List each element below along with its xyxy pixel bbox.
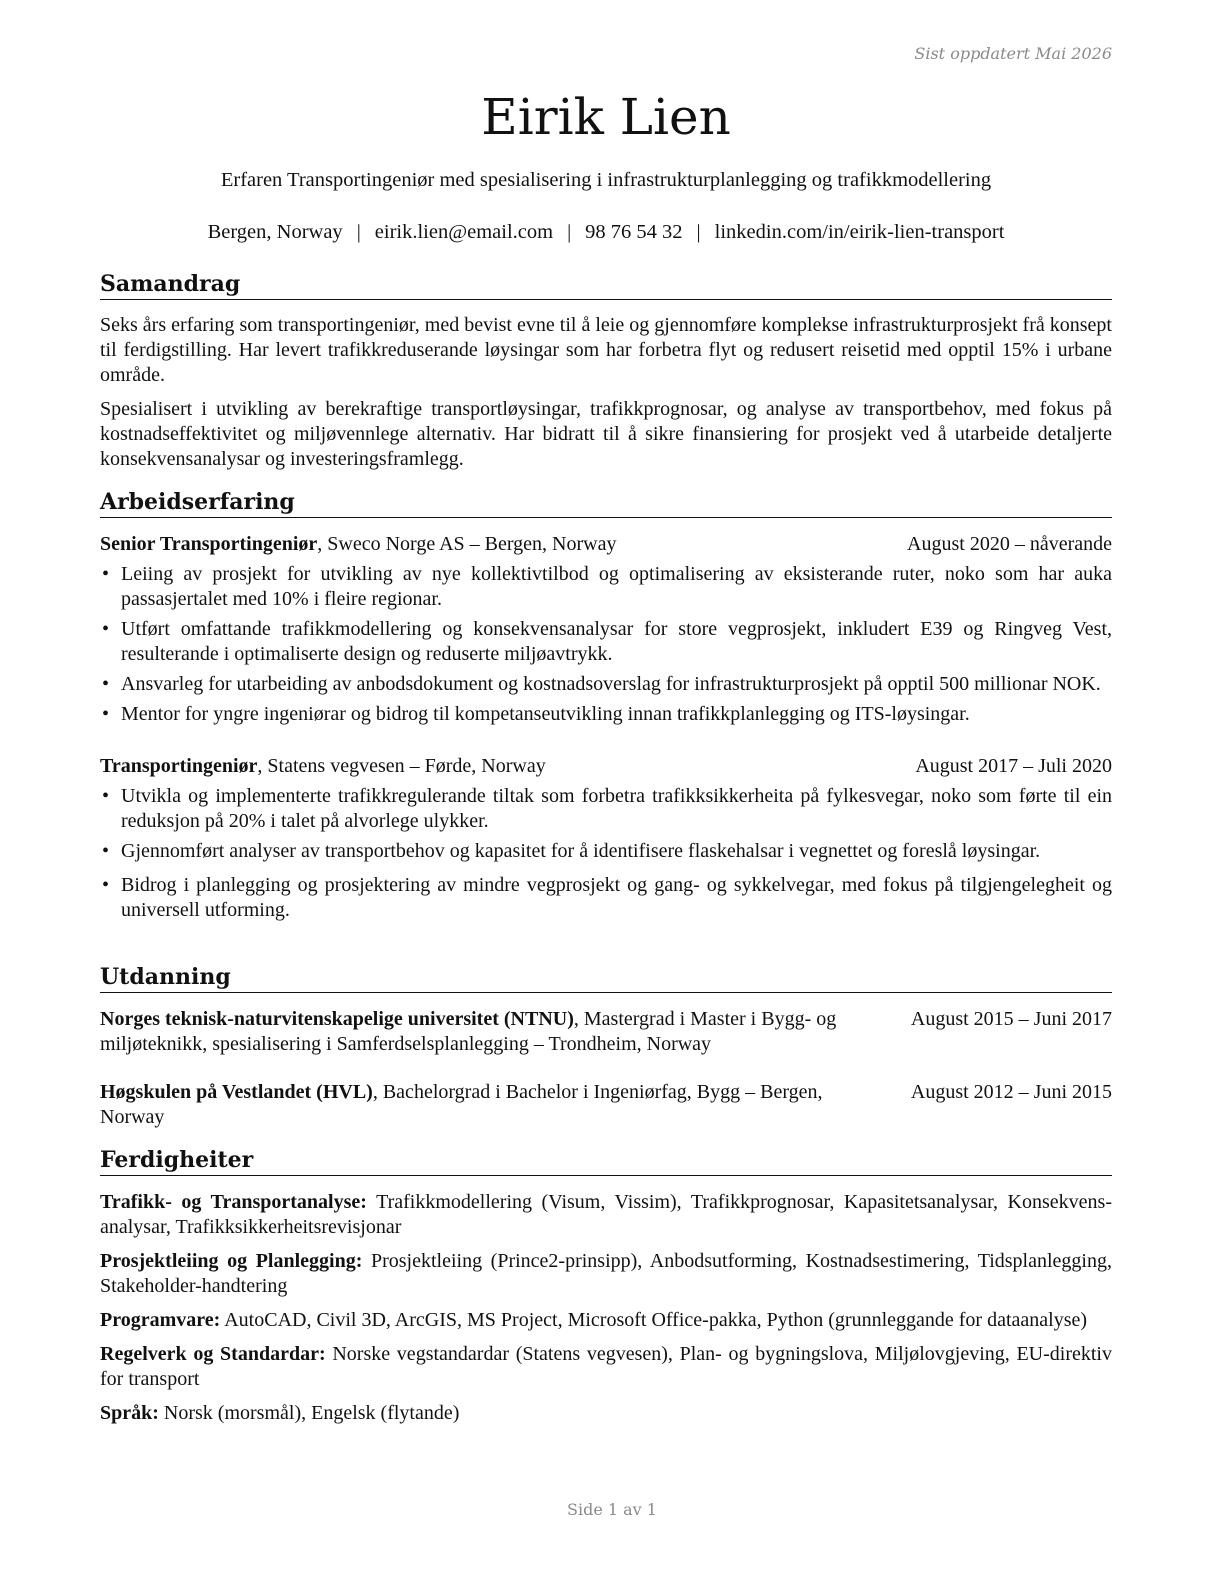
- section-title-skills: Ferdigheiter: [100, 1146, 1112, 1176]
- skill-value: Norske vegstandardar (Statens vegvesen), Plan- og bygningslova, Miljølovgjeving, EU-direktiv for transport: [100, 1343, 1112, 1390]
- section-title-summary: Samandrag: [100, 270, 1112, 300]
- job-bullet: • Utført omfattande trafikkmodellering og konsekvensanalysar for store vegprosjekt, inkludert E39 og Ringveg Vest, resulterande i optimaliserte design og reduserte miljøavtrykk.: [100, 617, 1112, 667]
- section-title-education: Utdanning: [100, 963, 1112, 993]
- contact-separator: |: [356, 221, 361, 243]
- skills-section: [100, 1146, 1112, 1426]
- contact-location: Bergen, Norway: [207, 221, 343, 243]
- job-bullet: • Leiing av prosjekt for utvikling av nye kollektivtilbod og optimalisering av eksisterande ruter, noko som har auka passasjertalet med 10% i fleire regionar.: [100, 562, 1112, 612]
- education-section: [100, 963, 1112, 1130]
- education-entry: [100, 1007, 1112, 1057]
- job-bullet: • Bidrog i planlegging og prosjektering av mindre vegprosjekt og gang- og sykkelvegar, med fokus på tilgjengelegheit og universell utforming.: [100, 873, 1112, 923]
- education-degree: , Bachelorgrad i Bachelor i Ingeniørfag, Bygg – Bergen, Norway: [100, 1081, 823, 1128]
- skill-value: AutoCAD, Civil 3D, ArcGIS, MS Project, Microsoft Office-pakka, Python (grunnleggande for dataanalyse): [220, 1309, 1088, 1331]
- last-updated: Sist oppdatert Mai 2026: [914, 44, 1112, 63]
- contact-line: [100, 219, 1112, 245]
- skill-label: Trafikk- og Transportanalyse:: [100, 1191, 367, 1213]
- page-number: Side 1 av 1: [567, 1500, 657, 1519]
- skill-item: [100, 1249, 1112, 1299]
- job-entry: [100, 532, 1112, 727]
- education-entry: [100, 1080, 1112, 1130]
- education-school: Norges teknisk-naturvitenskapelige universitet (NTNU): [100, 1008, 574, 1030]
- job-bullet: • Ansvarleg for utarbeiding av anbodsdokument og kostnadsoverslag for infrastrukturprosjekt på opptil 500 millionar NOK.: [100, 672, 1112, 697]
- skill-label: Språk:: [100, 1402, 159, 1424]
- contact-email[interactable]: eirik.lien@email.com: [374, 221, 554, 243]
- contact-phone: 98 76 54 32: [585, 221, 683, 243]
- candidate-name: Eirik Lien: [481, 88, 731, 146]
- job-company: , Statens vegvesen – Førde, Norway: [257, 755, 546, 777]
- contact-separator: |: [567, 221, 572, 243]
- experience-section: [100, 488, 1112, 923]
- skill-item: [100, 1401, 1112, 1426]
- section-title-experience: Arbeidserfaring: [100, 488, 1112, 518]
- job-bullet: • Mentor for yngre ingeniørar og bidrog til kompetanseutvikling innan trafikkplanlegging og ITS-løysingar.: [100, 702, 1112, 727]
- skill-item: [100, 1308, 1112, 1333]
- job-dates: August 2017 – Juli 2020: [915, 755, 1112, 777]
- skill-label: Programvare:: [100, 1309, 221, 1331]
- job-bullet: • Utvikla og implementerte trafikkregulerande tiltak som forbetra trafikksikkerheita på fylkesvegar, noko som førte til ein reduksjon på 20% i talet på alvorlege ulykker.: [100, 784, 1112, 834]
- education-degree: , Mastergrad i Master i Bygg- og miljøteknikk, spesialisering i Samferdselsplanlegging – Trondheim, Norway: [100, 1008, 837, 1055]
- job-role: Senior Transportingeniør: [100, 533, 318, 555]
- job-bullets: [100, 784, 1112, 923]
- skill-item: [100, 1190, 1112, 1240]
- skill-label: Regelverk og Standardar:: [100, 1343, 326, 1365]
- job-company: , Sweco Norge AS – Bergen, Norway: [317, 533, 617, 555]
- job-bullets: [100, 562, 1112, 727]
- contact-separator: |: [696, 221, 701, 243]
- job-dates: August 2020 – nåverande: [907, 533, 1112, 555]
- job-entry: [100, 754, 1112, 923]
- education-dates: August 2015 – Juni 2017: [910, 1008, 1112, 1030]
- skill-item: [100, 1342, 1112, 1392]
- job-role: Transportingeniør: [100, 755, 258, 777]
- contact-linkedin[interactable]: linkedin.com/in/eirik-lien-transport: [714, 221, 1005, 243]
- skill-value: Trafikkmodellering (Visum, Vissim), Trafikkprognosar, Kapasitetsanalysar, Konsekvensanalysar, Trafikksikkerheitsrevisjonar: [100, 1191, 1112, 1238]
- skill-value: Prosjektleiing (Prince2-prinsipp), Anbodsutforming, Kostnadsestimering, Tidsplanlegging, Stakeholder-handtering: [100, 1250, 1112, 1297]
- candidate-tagline: Erfaren Transportingeniør med spesialisering i infrastrukturplanlegging og trafikkmodellering: [220, 169, 992, 191]
- job-bullet: • Gjennomført analyser av transportbehov og kapasitet for å identifisere flaskehalsar i vegnettet og foreslå løysingar.: [100, 839, 1112, 864]
- education-dates: August 2012 – Juni 2015: [910, 1081, 1112, 1103]
- skill-label: Prosjektleiing og Planlegging:: [100, 1250, 363, 1272]
- job-header: [100, 532, 1112, 557]
- skill-value: Norsk (morsmål), Engelsk (flytande): [158, 1402, 460, 1424]
- job-header: [100, 754, 1112, 779]
- education-school: Høgskulen på Vestlandet (HVL): [100, 1081, 373, 1103]
- summary-paragraph: Seks års erfaring som transportingeniør, med bevist evne til å leie og gjennomføre komplekse infrastrukturprosjekt frå konsept til ferdigstilling. Har levert trafikkreduserande løysingar som har forbetra flyt og redusert reisetid med opptil 15% i urbane område.: [100, 314, 1112, 386]
- summary-paragraph: Spesialisert i utvikling av berekraftige transportløysingar, trafikkprognosar, og analyse av transportbehov, med fokus på kostnadseffektivitet og miljøvennlege alternativ. Har bidratt til å sikre finansiering for prosjekt ved å utarbeide detaljerte konsekvensanalysar og investeringsframlegg.: [100, 398, 1112, 470]
- summary-section: [100, 270, 1112, 472]
